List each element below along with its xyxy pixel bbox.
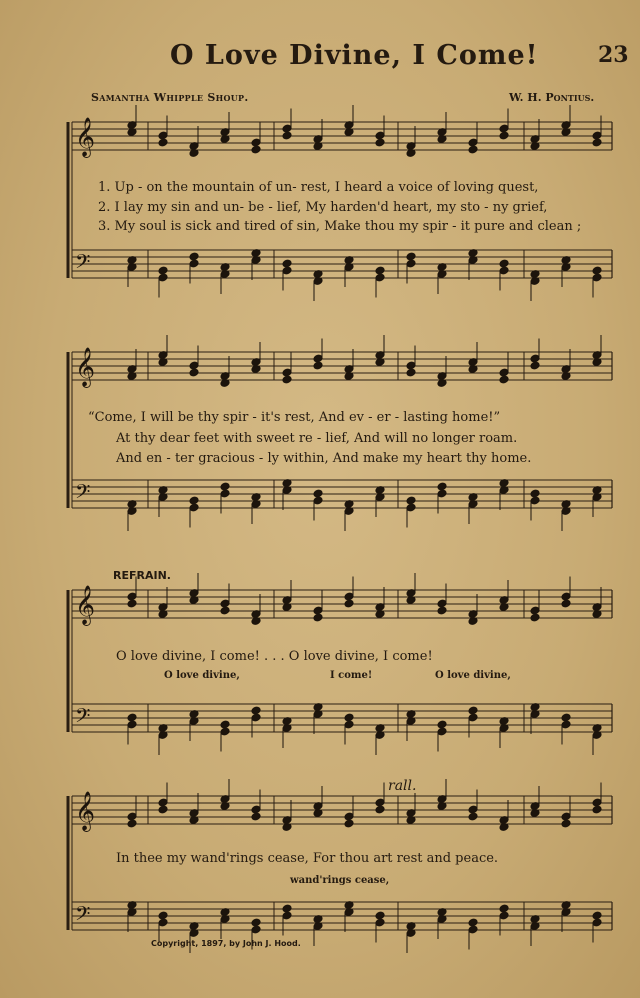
- note-head: [313, 489, 323, 498]
- note-head: [220, 482, 230, 491]
- note-head: [251, 918, 261, 927]
- verse-1-line-2: “Come, I will be thy spir - it's rest, And ev - er - lasting home!”: [88, 410, 501, 425]
- rallentando-mark: rall.: [388, 778, 417, 794]
- note-head: [127, 819, 137, 828]
- note-head: [189, 252, 199, 261]
- note-head: [530, 489, 540, 498]
- note-head: [530, 613, 540, 622]
- refrain-echo-3: O love divine,: [435, 670, 511, 681]
- note-head: [282, 904, 292, 913]
- note-head: [499, 131, 509, 140]
- bass-clef-icon: 𝄢: [75, 480, 91, 508]
- note-head: [344, 599, 354, 608]
- treble-clef-icon: 𝄞: [75, 585, 96, 625]
- final-lyric: In thee my wand'rings cease, For thou art rest and peace.: [116, 851, 499, 866]
- note-head: [251, 145, 261, 154]
- note-head: [158, 138, 168, 147]
- note-head: [499, 904, 509, 913]
- note-head: [468, 706, 478, 715]
- verse-2-line-1: 2. I lay my sin and un- be - lief, My harden'd heart, my sto - ny grief,: [98, 200, 548, 215]
- note-head: [251, 706, 261, 715]
- note-head: [282, 259, 292, 268]
- treble-clef-icon: 𝄞: [75, 117, 96, 157]
- refrain-lyric: O love divine, I come! . . . O love divine, I come!: [116, 649, 433, 664]
- note-head: [530, 361, 540, 370]
- note-head: [158, 911, 168, 920]
- note-head: [561, 599, 571, 608]
- composer-credit: W. H. Pontius.: [509, 91, 595, 104]
- verse-1-line-1: 1. Up - on the mountain of un- rest, I heard a voice of loving quest,: [98, 180, 539, 195]
- note-head: [282, 131, 292, 140]
- note-head: [561, 713, 571, 722]
- note-head: [375, 266, 385, 275]
- note-head: [437, 606, 447, 615]
- note-head: [561, 819, 571, 828]
- note-head: [189, 368, 199, 377]
- bass-clef-icon: 𝄢: [75, 704, 91, 732]
- note-head: [189, 496, 199, 505]
- bass-clef-icon: 𝄢: [75, 902, 91, 930]
- note-head: [592, 911, 602, 920]
- note-head: [592, 138, 602, 147]
- note-head: [344, 713, 354, 722]
- note-head: [375, 911, 385, 920]
- note-head: [282, 375, 292, 384]
- note-head: [220, 720, 230, 729]
- note-head: [592, 266, 602, 275]
- note-head: [127, 713, 137, 722]
- note-head: [158, 805, 168, 814]
- note-head: [437, 482, 447, 491]
- note-head: [313, 361, 323, 370]
- note-head: [251, 812, 261, 821]
- note-head: [127, 599, 137, 608]
- note-head: [375, 805, 385, 814]
- lyricist-credit: Samantha Whipple Shoup.: [91, 91, 249, 104]
- verse-3-line-2: And en - ter gracious - ly within, And make my heart thy home.: [116, 451, 532, 466]
- note-head: [437, 720, 447, 729]
- refrain-echo-2: I come!: [330, 670, 373, 681]
- page-number: 23: [598, 42, 629, 68]
- note-head: [406, 368, 416, 377]
- copyright-notice: Copyright, 1897, by John J. Hood.: [151, 939, 301, 948]
- verse-2-line-2: At thy dear feet with sweet re - lief, And will no longer roam.: [116, 431, 518, 446]
- note-head: [468, 145, 478, 154]
- verse-3-line-1: 3. My soul is sick and tired of sin, Make thou my spir - it pure and clean ;: [98, 219, 582, 234]
- refrain-echo-1: O love divine,: [164, 670, 240, 681]
- note-head: [220, 606, 230, 615]
- note-head: [406, 252, 416, 261]
- note-head: [344, 819, 354, 828]
- note-head: [313, 613, 323, 622]
- note-head: [592, 805, 602, 814]
- bass-clef-icon: 𝄢: [75, 250, 91, 278]
- final-echo: wand'rings cease,: [290, 875, 390, 886]
- note-head: [468, 812, 478, 821]
- hymn-title: O Love Divine, I Come!: [170, 40, 539, 71]
- note-head: [158, 266, 168, 275]
- note-head: [499, 375, 509, 384]
- treble-clef-icon: 𝄞: [75, 347, 96, 387]
- note-head: [375, 138, 385, 147]
- note-head: [499, 259, 509, 268]
- refrain-label: REFRAIN.: [113, 569, 171, 582]
- treble-clef-icon: 𝄞: [75, 791, 96, 831]
- note-head: [468, 918, 478, 927]
- note-head: [406, 496, 416, 505]
